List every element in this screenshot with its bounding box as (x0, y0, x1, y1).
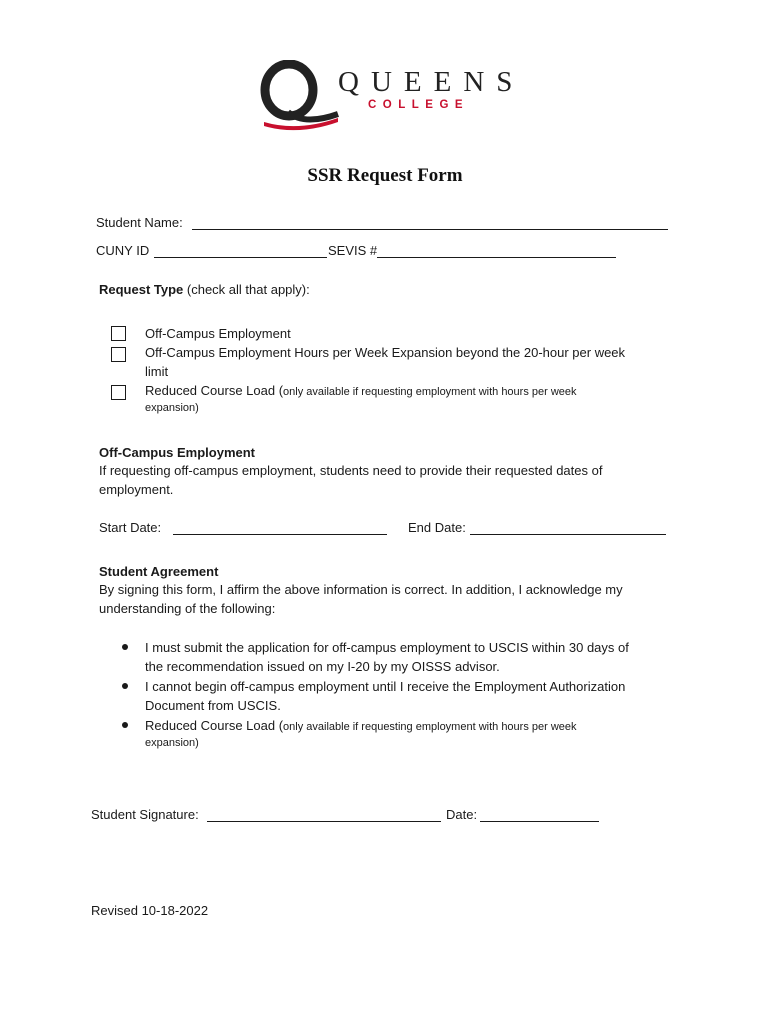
agreement-text-cont: understanding of the following: (99, 601, 276, 616)
start-date-line[interactable] (173, 534, 387, 535)
bullet-icon (122, 722, 128, 728)
option-off-campus-employment: Off-Campus Employment (145, 326, 291, 341)
employment-heading: Off-Campus Employment (99, 445, 256, 460)
employment-text-cont: employment. (99, 482, 174, 497)
agreement-item-cont: the recommendation issued on my I-20 by my OISSS advisor. (145, 659, 500, 674)
logo-subtitle: COLLEGE (368, 99, 470, 111)
agreement-item-cont: Document from USCIS. (145, 698, 281, 713)
checkbox-hours-expansion[interactable] (111, 347, 126, 362)
request-type-heading (99, 280, 310, 299)
logo-wordmark: QUEENS (338, 66, 525, 98)
student-name-line[interactable] (192, 229, 668, 230)
cuny-id-label: CUNY ID (96, 243, 150, 258)
signature-date-label: Date: (446, 807, 478, 822)
sevis-line[interactable] (377, 257, 616, 258)
start-date-label: Start Date: (99, 520, 162, 535)
sevis-label: SEVIS # (328, 243, 378, 258)
agreement-item (145, 716, 577, 737)
request-type-note: (check all that apply): (183, 282, 310, 297)
revised-date: Revised 10-18-2022 (91, 903, 209, 918)
agreement-item-note-cont: expansion) (145, 737, 199, 749)
option-reduced-course-load-note: only available if requesting employment with hours per week (283, 386, 577, 398)
request-type-title: Request Type (99, 282, 184, 297)
signature-label: Student Signature: (91, 807, 199, 822)
checkbox-off-campus-employment[interactable] (111, 326, 126, 341)
page-title: SSR Request Form (307, 165, 463, 186)
agreement-item: I cannot begin off-campus employment until I receive the Employment Authorization (145, 679, 626, 694)
option-reduced-course-load-note-cont: expansion) (145, 402, 199, 414)
bullet-icon (122, 683, 128, 689)
option-hours-expansion-cont: limit (145, 364, 169, 379)
signature-line[interactable] (207, 821, 441, 822)
agreement-text: By signing this form, I affirm the above information is correct. In addition, I acknowledge my (99, 582, 623, 597)
agreement-item-note: only available if requesting employment with hours per week (283, 721, 577, 733)
end-date-line[interactable] (470, 534, 666, 535)
end-date-label: End Date: (408, 520, 466, 535)
agreement-heading: Student Agreement (99, 564, 219, 579)
q-logo-icon (258, 60, 340, 132)
signature-date-line[interactable] (480, 821, 599, 822)
cuny-id-line[interactable] (154, 257, 327, 258)
option-reduced-course-load-label: Reduced Course Load ( (145, 383, 284, 398)
bullet-icon (122, 644, 128, 650)
option-reduced-course-load (145, 381, 577, 402)
agreement-item: I must submit the application for off-campus employment to USCIS within 30 days of (145, 640, 629, 655)
checkbox-reduced-course-load[interactable] (111, 385, 126, 400)
employment-text: If requesting off-campus employment, students need to provide their requested dates of (99, 463, 603, 478)
agreement-item-label: Reduced Course Load ( (145, 718, 284, 733)
option-hours-expansion: Off-Campus Employment Hours per Week Expansion beyond the 20-hour per week (145, 345, 626, 360)
student-name-label: Student Name: (96, 215, 183, 230)
